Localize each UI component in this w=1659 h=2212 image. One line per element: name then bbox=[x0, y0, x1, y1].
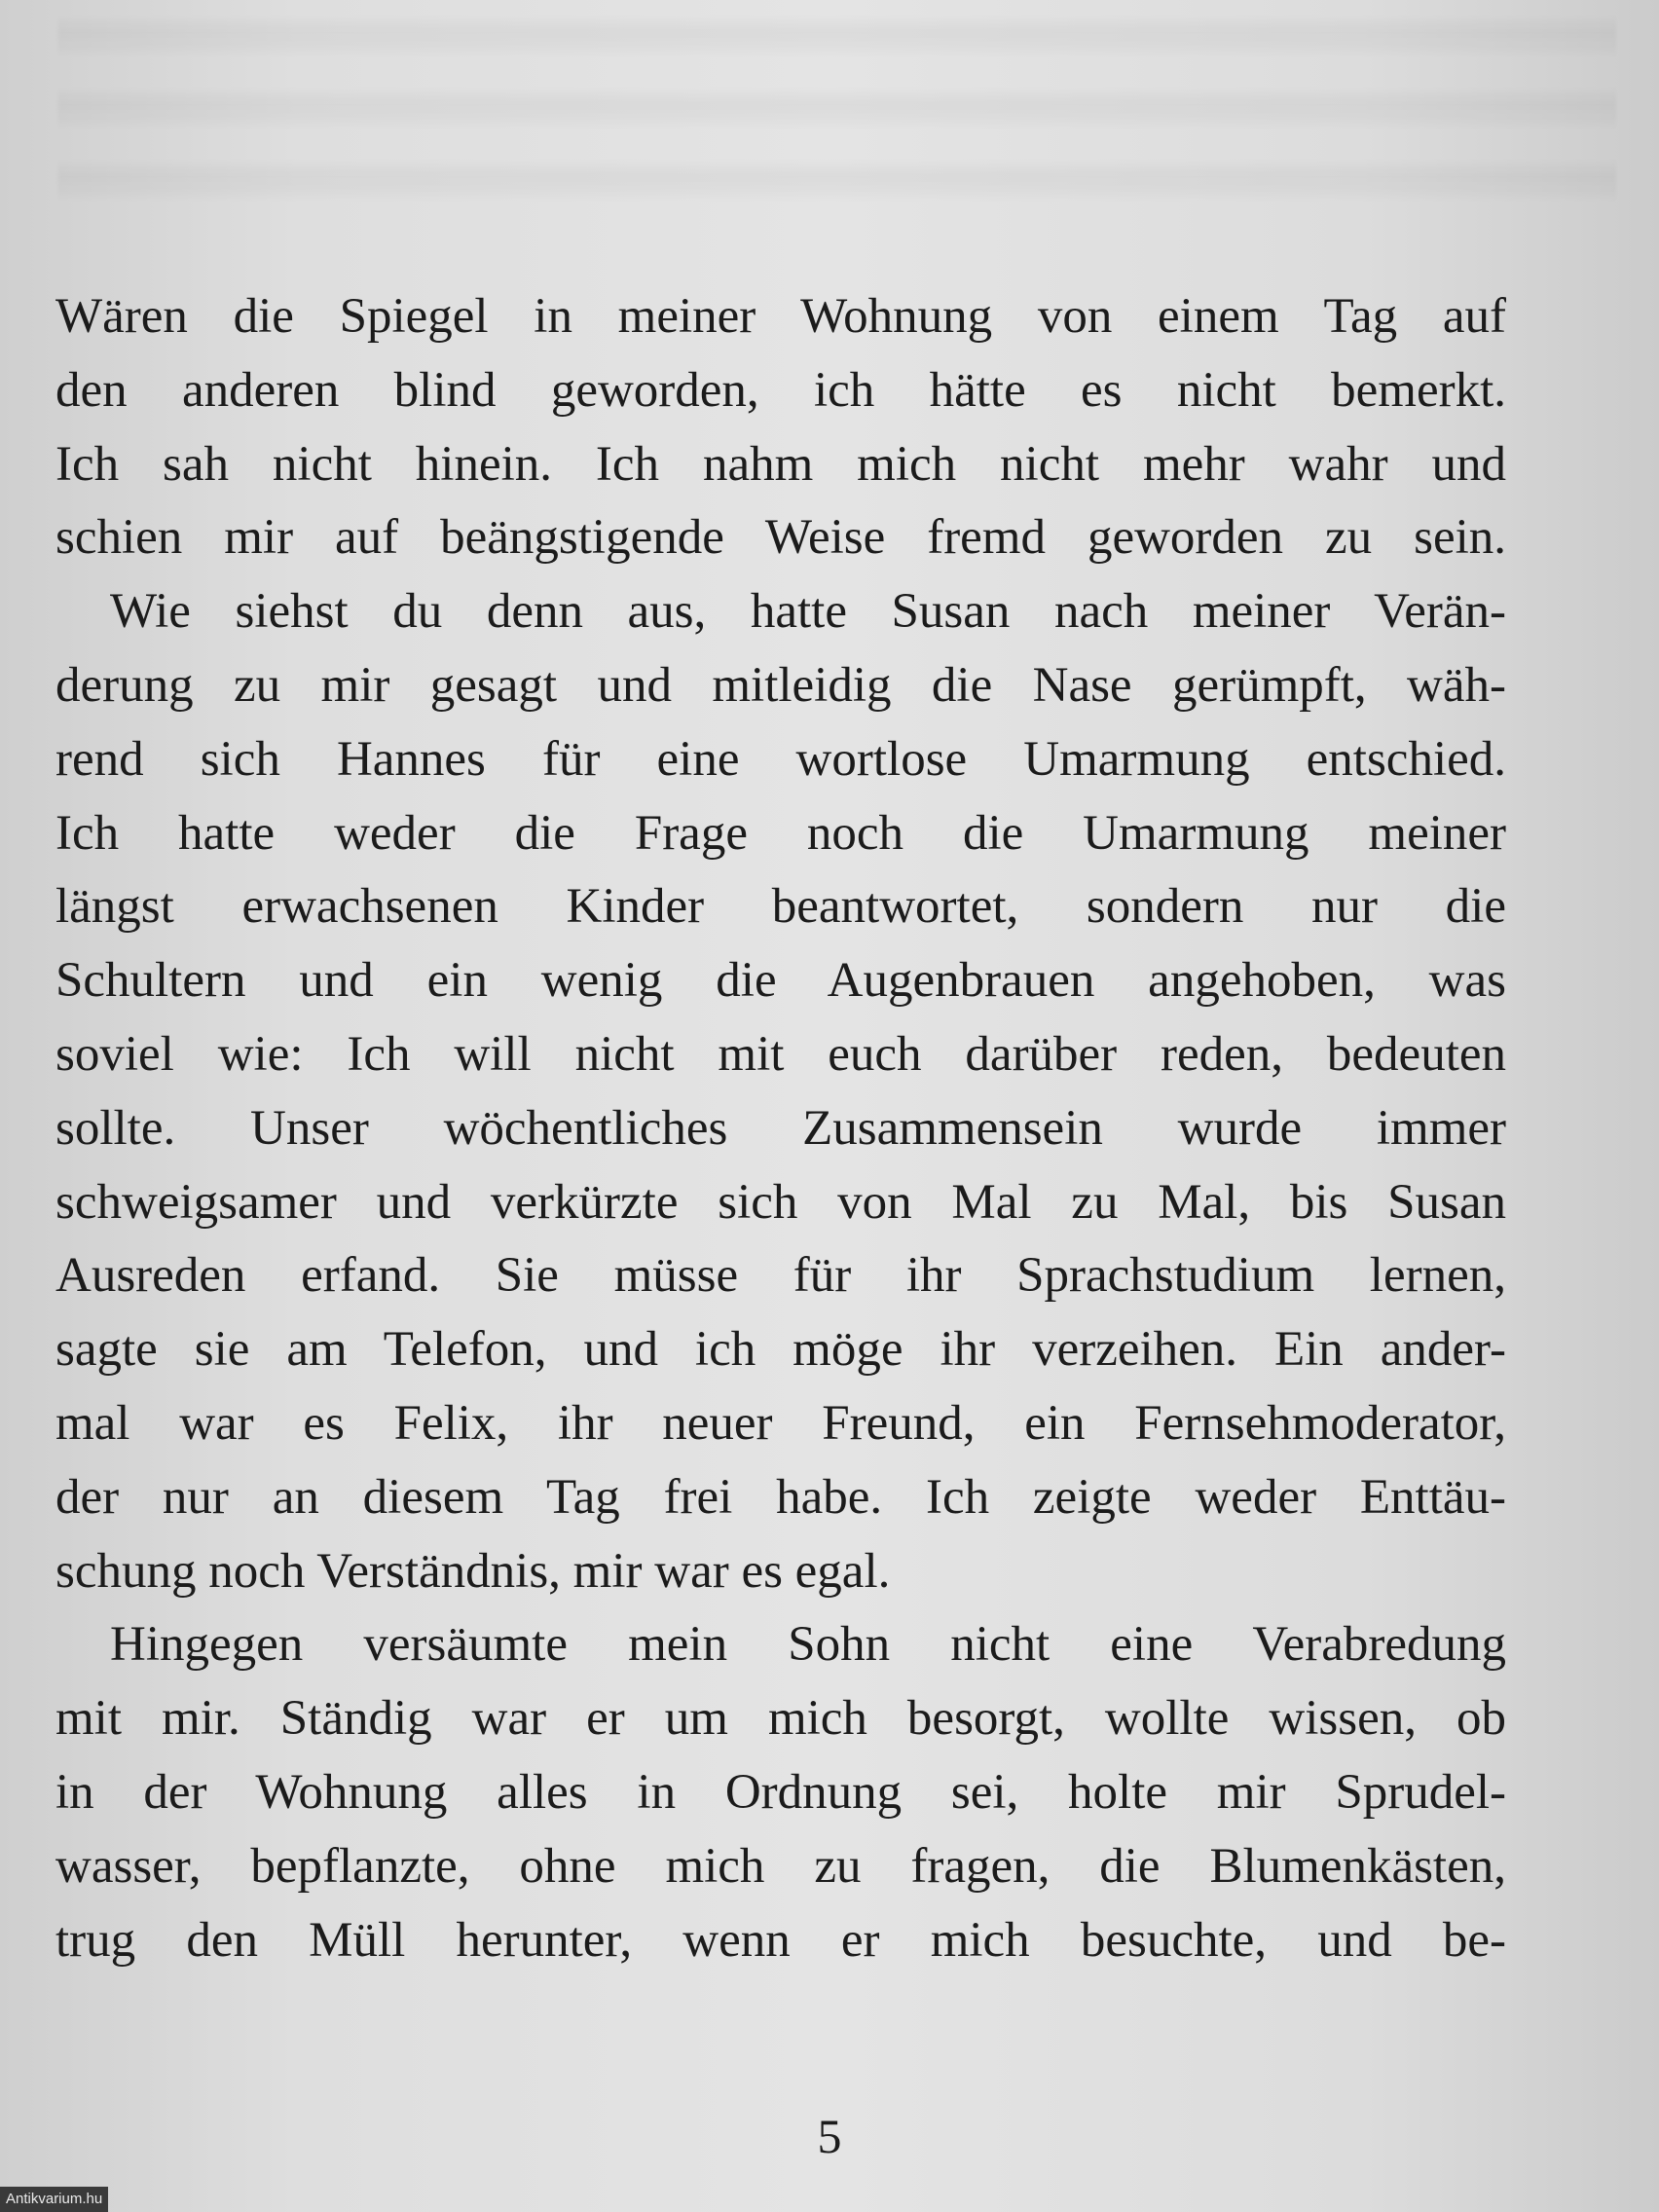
watermark: Antikvarium.hu bbox=[0, 2187, 108, 2212]
text-line: der nur an diesem Tag frei habe. Ich zeigte weder Enttäu- bbox=[55, 1469, 1506, 1525]
text-line: mit mir. Ständig war er um mich besorgt, wollte wissen, ob bbox=[55, 1691, 1506, 1747]
text-line: Schultern und ein wenig die Augenbrauen angehoben, was bbox=[55, 953, 1506, 1009]
text-line: Ich sah nicht hinein. Ich nahm mich nicht mehr wahr und bbox=[55, 436, 1506, 492]
body-text bbox=[55, 280, 1506, 1977]
text-line: soviel wie: Ich will nicht mit euch darüber reden, bedeuten bbox=[55, 1026, 1506, 1082]
page-number: 5 bbox=[817, 2109, 842, 2163]
text-line: rend sich Hannes für eine wortlose Umarmung entschied. bbox=[55, 731, 1506, 787]
text-line: schien mir auf beängstigende Weise fremd geworden zu sein. bbox=[55, 510, 1506, 566]
text-line: schweigsamer und verkürzte sich von Mal zu Mal, bis Susan bbox=[55, 1174, 1506, 1230]
text-line: trug den Müll herunter, wenn er mich besuchte, und be- bbox=[55, 1912, 1506, 1968]
paragraph-1 bbox=[55, 280, 1506, 575]
text-line: wasser, bepflanzte, ohne mich zu fragen, die Blumenkästen, bbox=[55, 1838, 1506, 1894]
text-line: schung noch Verständnis, mir war es egal. bbox=[55, 1543, 891, 1599]
paragraph-3 bbox=[55, 1608, 1506, 1977]
text-line: Hingegen versäumte mein Sohn nicht eine Verabredung bbox=[110, 1617, 1506, 1673]
bleed-through-text bbox=[19, 0, 1636, 243]
text-line: längst erwachsenen Kinder beantwortet, sondern nur die bbox=[55, 879, 1506, 935]
text-line: derung zu mir gesagt und mitleidig die Nase gerümpft, wäh- bbox=[55, 657, 1506, 713]
paragraph-2 bbox=[55, 575, 1506, 1608]
text-line: Ich hatte weder die Frage noch die Umarmung meiner bbox=[55, 805, 1506, 861]
text-line: mal war es Felix, ihr neuer Freund, ein Fernsehmoderator, bbox=[55, 1395, 1506, 1451]
text-line: sagte sie am Telefon, und ich möge ihr verzeihen. Ein ander- bbox=[55, 1322, 1506, 1378]
text-line: den anderen blind geworden, ich hätte es nicht bemerkt. bbox=[55, 362, 1506, 418]
text-line: sollte. Unser wöchentliches Zusammensein wurde immer bbox=[55, 1100, 1506, 1156]
text-line: Wären die Spiegel in meiner Wohnung von einem Tag auf bbox=[55, 289, 1506, 344]
text-line: in der Wohnung alles in Ordnung sei, holte mir Sprudel- bbox=[55, 1764, 1506, 1820]
text-line: Ausreden erfand. Sie müsse für ihr Sprachstudium lernen, bbox=[55, 1248, 1506, 1304]
text-line: Wie siehst du denn aus, hatte Susan nach meiner Verän- bbox=[110, 584, 1506, 640]
